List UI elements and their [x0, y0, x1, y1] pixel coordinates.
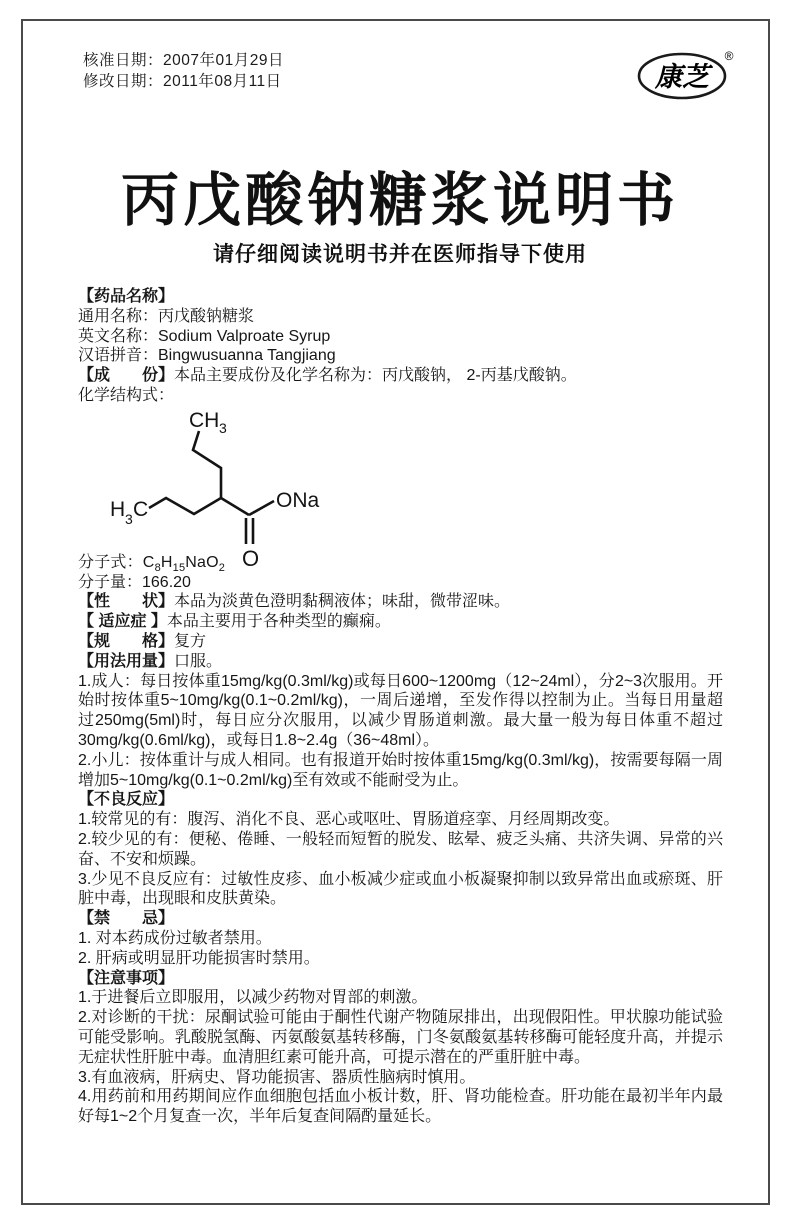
indications-text: 本品主要用于各种类型的癫痫。 — [166, 613, 391, 631]
structure-caption-line: 化学结构式： — [78, 386, 175, 404]
usage-notice: 请仔细阅读说明书并在医师指导下使用 — [213, 243, 587, 266]
adverse-item-less-common: 2.较少见的有：便秘、倦睡、一般轻而短暂的脱发、眩晕、疲乏头痛、共济失调、异常的兴奋、不安和烦躁。 — [78, 830, 723, 868]
section-label: 【性 状】 — [78, 593, 175, 611]
formula-sub-2: 2 — [218, 561, 226, 574]
page-title: 丙戊酸钠糖浆说明书 — [120, 168, 679, 233]
ch3-label: CH — [189, 408, 220, 432]
adverse-item-rare: 3.少见不良反应有：过敏性皮疹、血小板减少症或血小板凝聚抑制以致异常出血或瘀斑、肝脏中毒，出现眼和皮肤黄染。 — [78, 870, 723, 908]
specification-line — [78, 632, 723, 652]
molecular-weight-line: 分子量：166.20 — [78, 573, 191, 591]
precautions-heading — [78, 969, 723, 989]
contraindication-item-2: 2. 肝病或明显肝功能损害时禁用。 — [78, 949, 320, 967]
contraindication-item-1: 1. 对本药成份过敏者禁用。 — [78, 929, 272, 947]
revision-date: 修改日期：2011年08月11日 — [83, 73, 282, 90]
section-label: 【不良反应】 — [78, 791, 175, 809]
pinyin-name-line: 汉语拼音：Bingwusuanna Tangjiang — [78, 347, 336, 365]
section-label: 【规 格】 — [78, 632, 175, 650]
h3c-h-label: H — [110, 497, 126, 521]
date-block — [83, 50, 284, 92]
contraindications-heading — [78, 909, 723, 929]
brand-logo-icon — [637, 46, 747, 108]
precaution-item-1: 1.于进餐后立即服用，以减少药物对胃部的刺激。 — [78, 989, 428, 1007]
adverse-item-common: 1.较常见的有：腹泻、消化不良、恶心或呕吐、胃肠道痉挛、月经周期改变。 — [78, 811, 620, 829]
formula-nao: NaO — [185, 553, 219, 571]
ona-label: ONa — [276, 488, 320, 512]
dosage-route: 口服。 — [174, 652, 223, 670]
composition-text: 本品主要成份及化学名称为：丙戊酸钠， 2-丙基戊酸钠。 — [174, 367, 577, 385]
formula-prefix: 分子式：C — [78, 553, 155, 571]
indications-line — [78, 612, 723, 632]
section-label: 【 适应症 】 — [78, 613, 167, 631]
section-label: 【药品名称】 — [78, 288, 175, 305]
generic-name-line: 通用名称：丙戊酸钠糖浆 — [78, 307, 255, 325]
adverse-reactions-heading — [78, 790, 723, 810]
insert-body — [78, 287, 723, 1127]
formula-h: H — [160, 553, 173, 571]
dosage-heading-line — [78, 652, 723, 672]
precaution-item-4: 4.用药前和用药期间应作血细胞包括血小板计数，肝、肾功能检查。肝功能在最初半年内最好每1~2个月复查一次，半年后复查间隔酌量延长。 — [78, 1088, 723, 1126]
dosage-child-paragraph: 2.小儿：按体重计与成人相同。也有报道开始时按体重15mg/kg(0.3ml/kg)，按需要每隔一周增加5~10mg/kg(0.1~0.2ml/kg)至有效或不能耐受为止。 — [78, 751, 723, 789]
carbonyl-o-label: O — [242, 545, 260, 571]
formula-sub-15: 15 — [172, 561, 186, 574]
registered-trademark-icon: ® — [724, 49, 734, 63]
properties-line — [78, 592, 723, 612]
precaution-item-3: 3.有血液病，肝病史、肾功能损害、器质性脑病时慎用。 — [78, 1068, 476, 1086]
dosage-adult-paragraph: 1.成人：每日按体重15mg/kg(0.3ml/kg)或每日600~1200mg（12~24ml），分2~3次服用。开始时按体重5~10mg/kg(0.1~0.2ml/kg)，一周后递增，至发作得以控制为止。当每日用量超过250mg(5ml)时，每日应分次服用，以减少胃肠道刺激。最大量一般为每日体重不超过30mg/kg(0.6ml/kg)，或每日1.8~2.4g（36~48ml）。 — [78, 672, 723, 749]
ch3-subscript: 3 — [219, 419, 227, 436]
section-label: 【注意事项】 — [78, 969, 175, 987]
precaution-item-2: 2.对诊断的干扰：尿酮试验可能由于酮性代谢产物随尿排出，出现假阳性。甲状腺功能试验可能受影响。乳酸脱氢酶、丙氨酸氨基转移酶，门冬氨酸氨基转移酶可能轻度升高，并提示无症状性肝脏中毒。血清胆红素可能升高，可提示潜在的严重肝脏中毒。 — [78, 1009, 723, 1066]
properties-text: 本品为淡黄色澄明黏稠液体；味甜，微带涩味。 — [174, 593, 511, 611]
section-label: 【禁 忌】 — [78, 910, 175, 928]
formula-sub-8: 8 — [154, 561, 161, 574]
h3c-subscript: 3 — [125, 510, 133, 527]
composition-line — [78, 366, 723, 386]
brand-logo-text: 康芝 — [655, 62, 709, 92]
chemical-structure-diagram — [102, 403, 338, 573]
english-name-line: 英文名称：Sodium Valproate Syrup — [78, 327, 331, 345]
section-label: 【用法用量】 — [78, 652, 175, 670]
section-label: 【成 份】 — [78, 367, 175, 385]
brand-logo — [637, 46, 747, 108]
h3c-c-label: C — [133, 497, 149, 521]
chemical-structure-icon — [102, 403, 338, 573]
drug-name-heading — [78, 287, 723, 307]
approval-date: 核准日期：2007年01月29日 — [83, 52, 284, 69]
specification-text: 复方 — [174, 632, 207, 650]
